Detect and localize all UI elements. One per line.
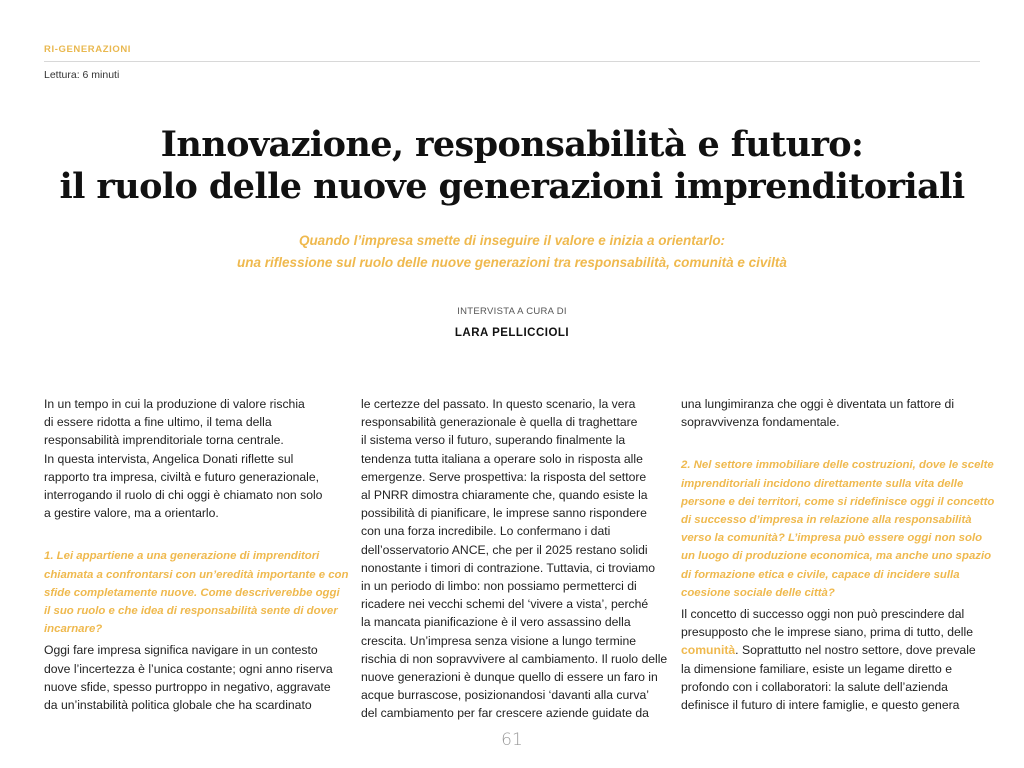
- answer-1: [44, 641, 346, 714]
- body-line: al PNRR dimostra chiaramente che, quando esiste la: [361, 488, 648, 503]
- question-line: il suo ruolo e che idea di responsabilità sente di dover: [44, 605, 338, 618]
- body-line: sopravvivenza fondamentale.: [681, 415, 840, 430]
- byline-name: LARA PELLICCIOLI: [454, 327, 570, 339]
- question-line: imprenditoriali incidono direttamente sulla vita delle: [681, 477, 964, 490]
- answer-line: profondo con i collaboratori: la salute dell’azienda: [681, 679, 948, 694]
- question-line: chiamata a confrontarsi con un’eredità importante e con: [44, 568, 349, 581]
- body-line: acque burrascose, posizionandosi ‘davanti alla curva’: [361, 688, 649, 703]
- body-line: emergenze. Serve prospettiva: la risposta del settore: [361, 469, 647, 484]
- column-1: [44, 395, 349, 714]
- highlighted-word: comunità: [681, 643, 736, 658]
- body-line: con una forza incredibile. Lo confermano i dati: [361, 524, 611, 539]
- question-line: incarnare?: [44, 623, 103, 636]
- subtitle-line-1: Quando l’impresa smette di inseguire il valore e inizia a orientarlo:: [298, 233, 726, 248]
- answer-1-ending: [681, 395, 981, 431]
- intro-line: a gestire valore, ma a orientarlo.: [44, 506, 219, 521]
- subtitle-line-2: una riflessione sul ruolo delle nuove generazioni tra responsabilità, comunità e civiltà: [237, 255, 787, 270]
- question-line: persone e dei territori, come si ridefinisce oggi il concetto: [681, 495, 995, 508]
- body-line: in un periodo di limbo: non possiamo permetterci di: [361, 579, 637, 594]
- body-line: responsabilità generazionale è quella di traghettare: [361, 415, 638, 430]
- answer-line: Il concetto di successo oggi non può prescindere dal: [681, 607, 965, 622]
- article-title: [0, 124, 1024, 208]
- body-line: crescita. Un’impresa senza visione a lungo termine: [361, 633, 637, 648]
- answer-line: presupposto che le imprese siano, prima di tutto, delle: [681, 625, 973, 640]
- column-3: [681, 395, 995, 714]
- body-line: del cambiamento per far crescere aziende guidate da: [361, 706, 649, 721]
- body-line: una lungimiranza che oggi è diventata un fattore di: [681, 397, 955, 411]
- answer-line: dove l’incertezza è l’unica costante; ogni anno riserva: [44, 661, 333, 676]
- body-line: nonostante i timori di contrazione. Tuttavia, ci troviamo: [361, 560, 655, 575]
- header-rule: [44, 61, 980, 62]
- body-line: la mancata pianificazione è il vero assassino della: [361, 615, 631, 630]
- intro-line: interrogando il ruolo di chi oggi è chiamato non solo: [44, 488, 323, 503]
- column-2: [361, 395, 668, 723]
- answer-line: la dimensione familiare, esiste un legame diretto e: [681, 661, 952, 676]
- question-line: sfide completamente nuove. Come descriverebbe oggi: [44, 586, 340, 599]
- body-line: dell’osservatorio ANCE, che per il 2025 restano solidi: [361, 542, 648, 557]
- answer-line: definisce il futuro di intere famiglie, e questo genera: [681, 698, 960, 713]
- intro-line: di essere ridotta a fine ultimo, il tema della: [44, 415, 272, 430]
- body-line: possibilità di pianificare, le imprese sanno rispondere: [361, 506, 647, 521]
- page-number: 61: [501, 730, 523, 750]
- question-line: un luogo di produzione economica, ma anche uno spazio: [681, 550, 992, 563]
- intro-line: rapporto tra impresa, civiltà e futuro generazionale,: [44, 469, 320, 484]
- question-line: di formazione etica e civile, capace di incidere sulla: [681, 568, 960, 581]
- answer-line: nuove sfide, spesso purtroppo in negativo, aggravate: [44, 679, 331, 694]
- answer-line: da un’instabilità politica globale che ha scardinato: [44, 698, 312, 713]
- answer-text: . Soprattutto nel nostro settore, dove prevale: [735, 643, 976, 658]
- answer-1-continued: [361, 395, 668, 723]
- question-line: verso la comunità? L’impresa può essere oggi non solo: [681, 532, 983, 545]
- intro-paragraph: [44, 395, 346, 522]
- answer-2: [681, 605, 981, 714]
- answer-line: [681, 641, 981, 659]
- body-line: ricadere nei vecchi schemi del ‘vivere a vista’, perché: [361, 597, 649, 612]
- body-line: rischia di non sopravvivere al cambiamento. Il ruolo delle: [361, 651, 668, 666]
- body-line: tendenza tutta italiana a operare solo in risposta alle: [361, 451, 643, 466]
- body-line: il sistema verso il futuro, superando finalmente la: [361, 433, 626, 448]
- question-line: di successo d’impresa in relazione alla responsabilità: [681, 514, 972, 527]
- question-line: coesione sociale delle città?: [681, 586, 835, 599]
- question-1: [44, 547, 349, 638]
- intro-line: responsabilità imprenditoriale torna centrale.: [44, 433, 284, 448]
- intro-line: In un tempo in cui la produzione di valore rischia: [44, 397, 305, 411]
- article-subtitle: [0, 230, 1024, 274]
- reading-time: Lettura: 6 minuti: [44, 69, 120, 81]
- title-line-2: il ruolo delle nuove generazioni imprenditoriali: [59, 166, 965, 207]
- body-line: nuove generazioni è dunque quello di essere un faro in: [361, 670, 658, 685]
- question-line: 2. Nel settore immobiliare delle costruzioni, dove le scelte: [681, 459, 994, 472]
- title-line-1: Innovazione, responsabilità e futuro:: [160, 124, 864, 165]
- answer-line: Oggi fare impresa significa navigare in un contesto: [44, 643, 318, 658]
- body-line: le certezze del passato. In questo scenario, la vera: [361, 397, 636, 411]
- byline-label: INTERVISTA A CURA DI: [457, 306, 567, 317]
- intro-line: In questa intervista, Angelica Donati riflette sul: [44, 451, 294, 466]
- question-2: [681, 456, 995, 602]
- section-tag: RI-GENERAZIONI: [44, 44, 132, 55]
- question-line: 1. Lei appartiene a una generazione di imprenditori: [44, 550, 320, 563]
